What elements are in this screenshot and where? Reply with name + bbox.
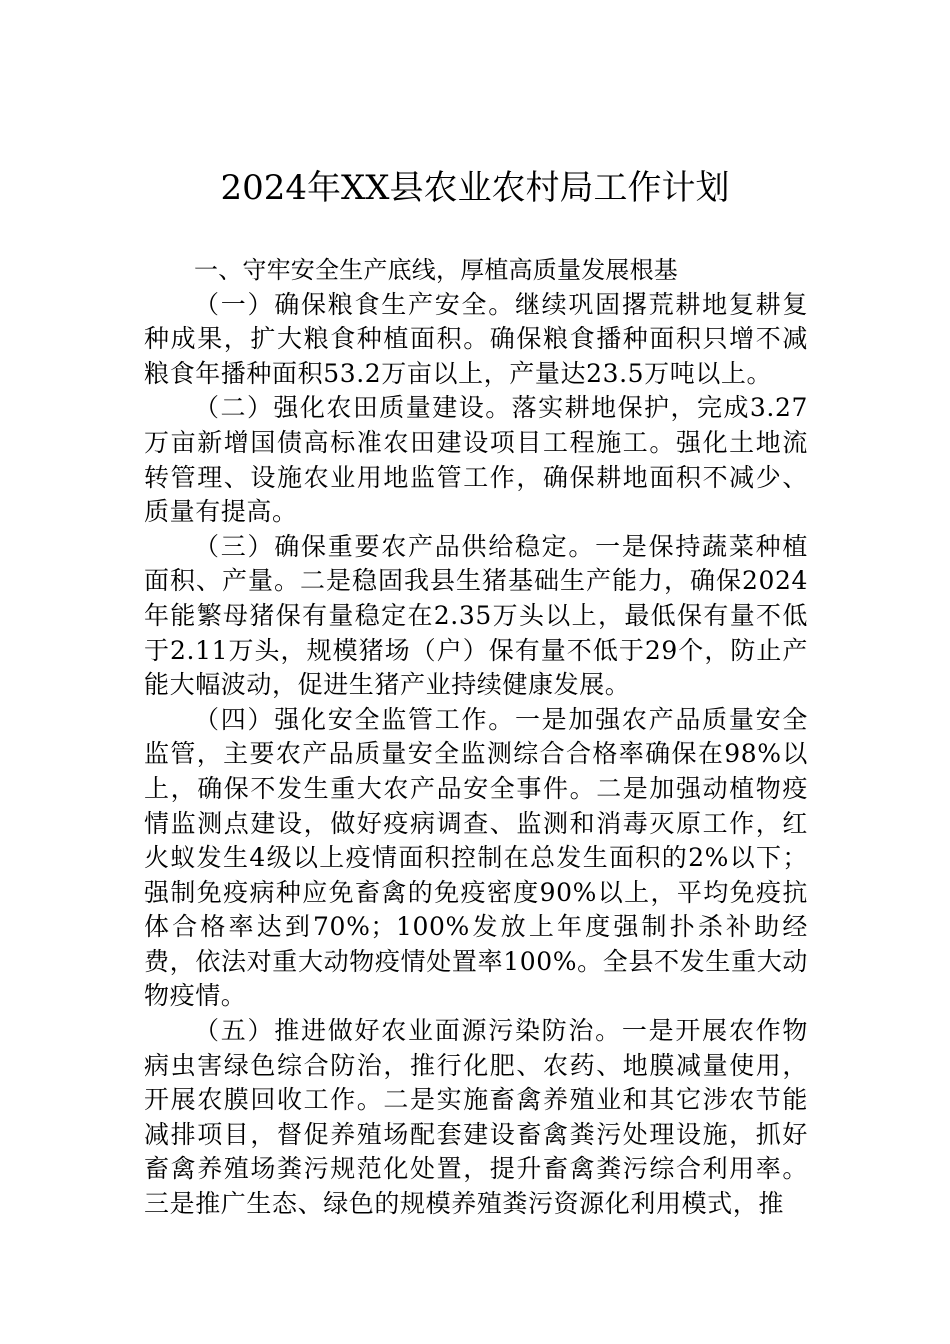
document-title: 2024年XX县农业农村局工作计划 xyxy=(220,168,730,208)
paragraph-safety-supervision: （四）强化安全监管工作。一是加强农产品质量安全监管，主要农产品质量安全监测综合合格率确保在98%以上，确保不发生重大农产品安全事件。二是加强动植物疫情监测点建设，做好疫病调查、监测和消毒灭原工作，红火蚁发生4级以上疫情面积控制在总发生面积的2%以下；强制免疫病种应免畜禽的免疫密度90%以上，平均免疫抗体合格率达到70%；100%发放上年度强制扑杀补助经费，依法对重大动物疫情处置率100%。全县不发生重大动物疫情。 xyxy=(144,704,808,1011)
paragraph-pollution-control: （五）推进做好农业面源污染防治。一是开展农作物病虫害绿色综合防治，推行化肥、农药、地膜减量使用，开展农膜回收工作。二是实施畜禽养殖业和其它涉农节能减排项目，督促养殖场配套建设畜禽粪污处理设施，抓好畜禽养殖场粪污规范化处置，提升畜禽粪污综合利用率。三是推广生态、绿色的规模养殖粪污资源化利用模式，推 xyxy=(144,1016,808,1219)
paragraph-agri-supply: （三）确保重要农产品供给稳定。一是保持蔬菜种植面积、产量。二是稳固我县生猪基础生产能力，确保2024年能繁母猪保有量稳定在2.35万头以上，最低保有量不低于2.11万头，规模猪场（户）保有量不低于29个，防止产能大幅波动，促进生猪产业持续健康发展。 xyxy=(144,531,808,700)
section-heading: 一、守牢安全生产底线，厚植高质量发展根基 xyxy=(194,256,678,284)
paragraph-grain-security: （一）确保粮食生产安全。继续巩固撂荒耕地复耕复种成果，扩大粮食种植面积。确保粮食播种面积只增不减粮食年播种面积53.2万亩以上，产量达23.5万吨以上。 xyxy=(144,289,808,388)
paragraph-farmland-quality: （二）强化农田质量建设。落实耕地保护，完成3.27万亩新增国债高标准农田建设项目工程施工。强化土地流转管理、设施农业用地监管工作，确保耕地面积不减少、质量有提高。 xyxy=(144,393,808,527)
document-body xyxy=(144,253,808,1222)
